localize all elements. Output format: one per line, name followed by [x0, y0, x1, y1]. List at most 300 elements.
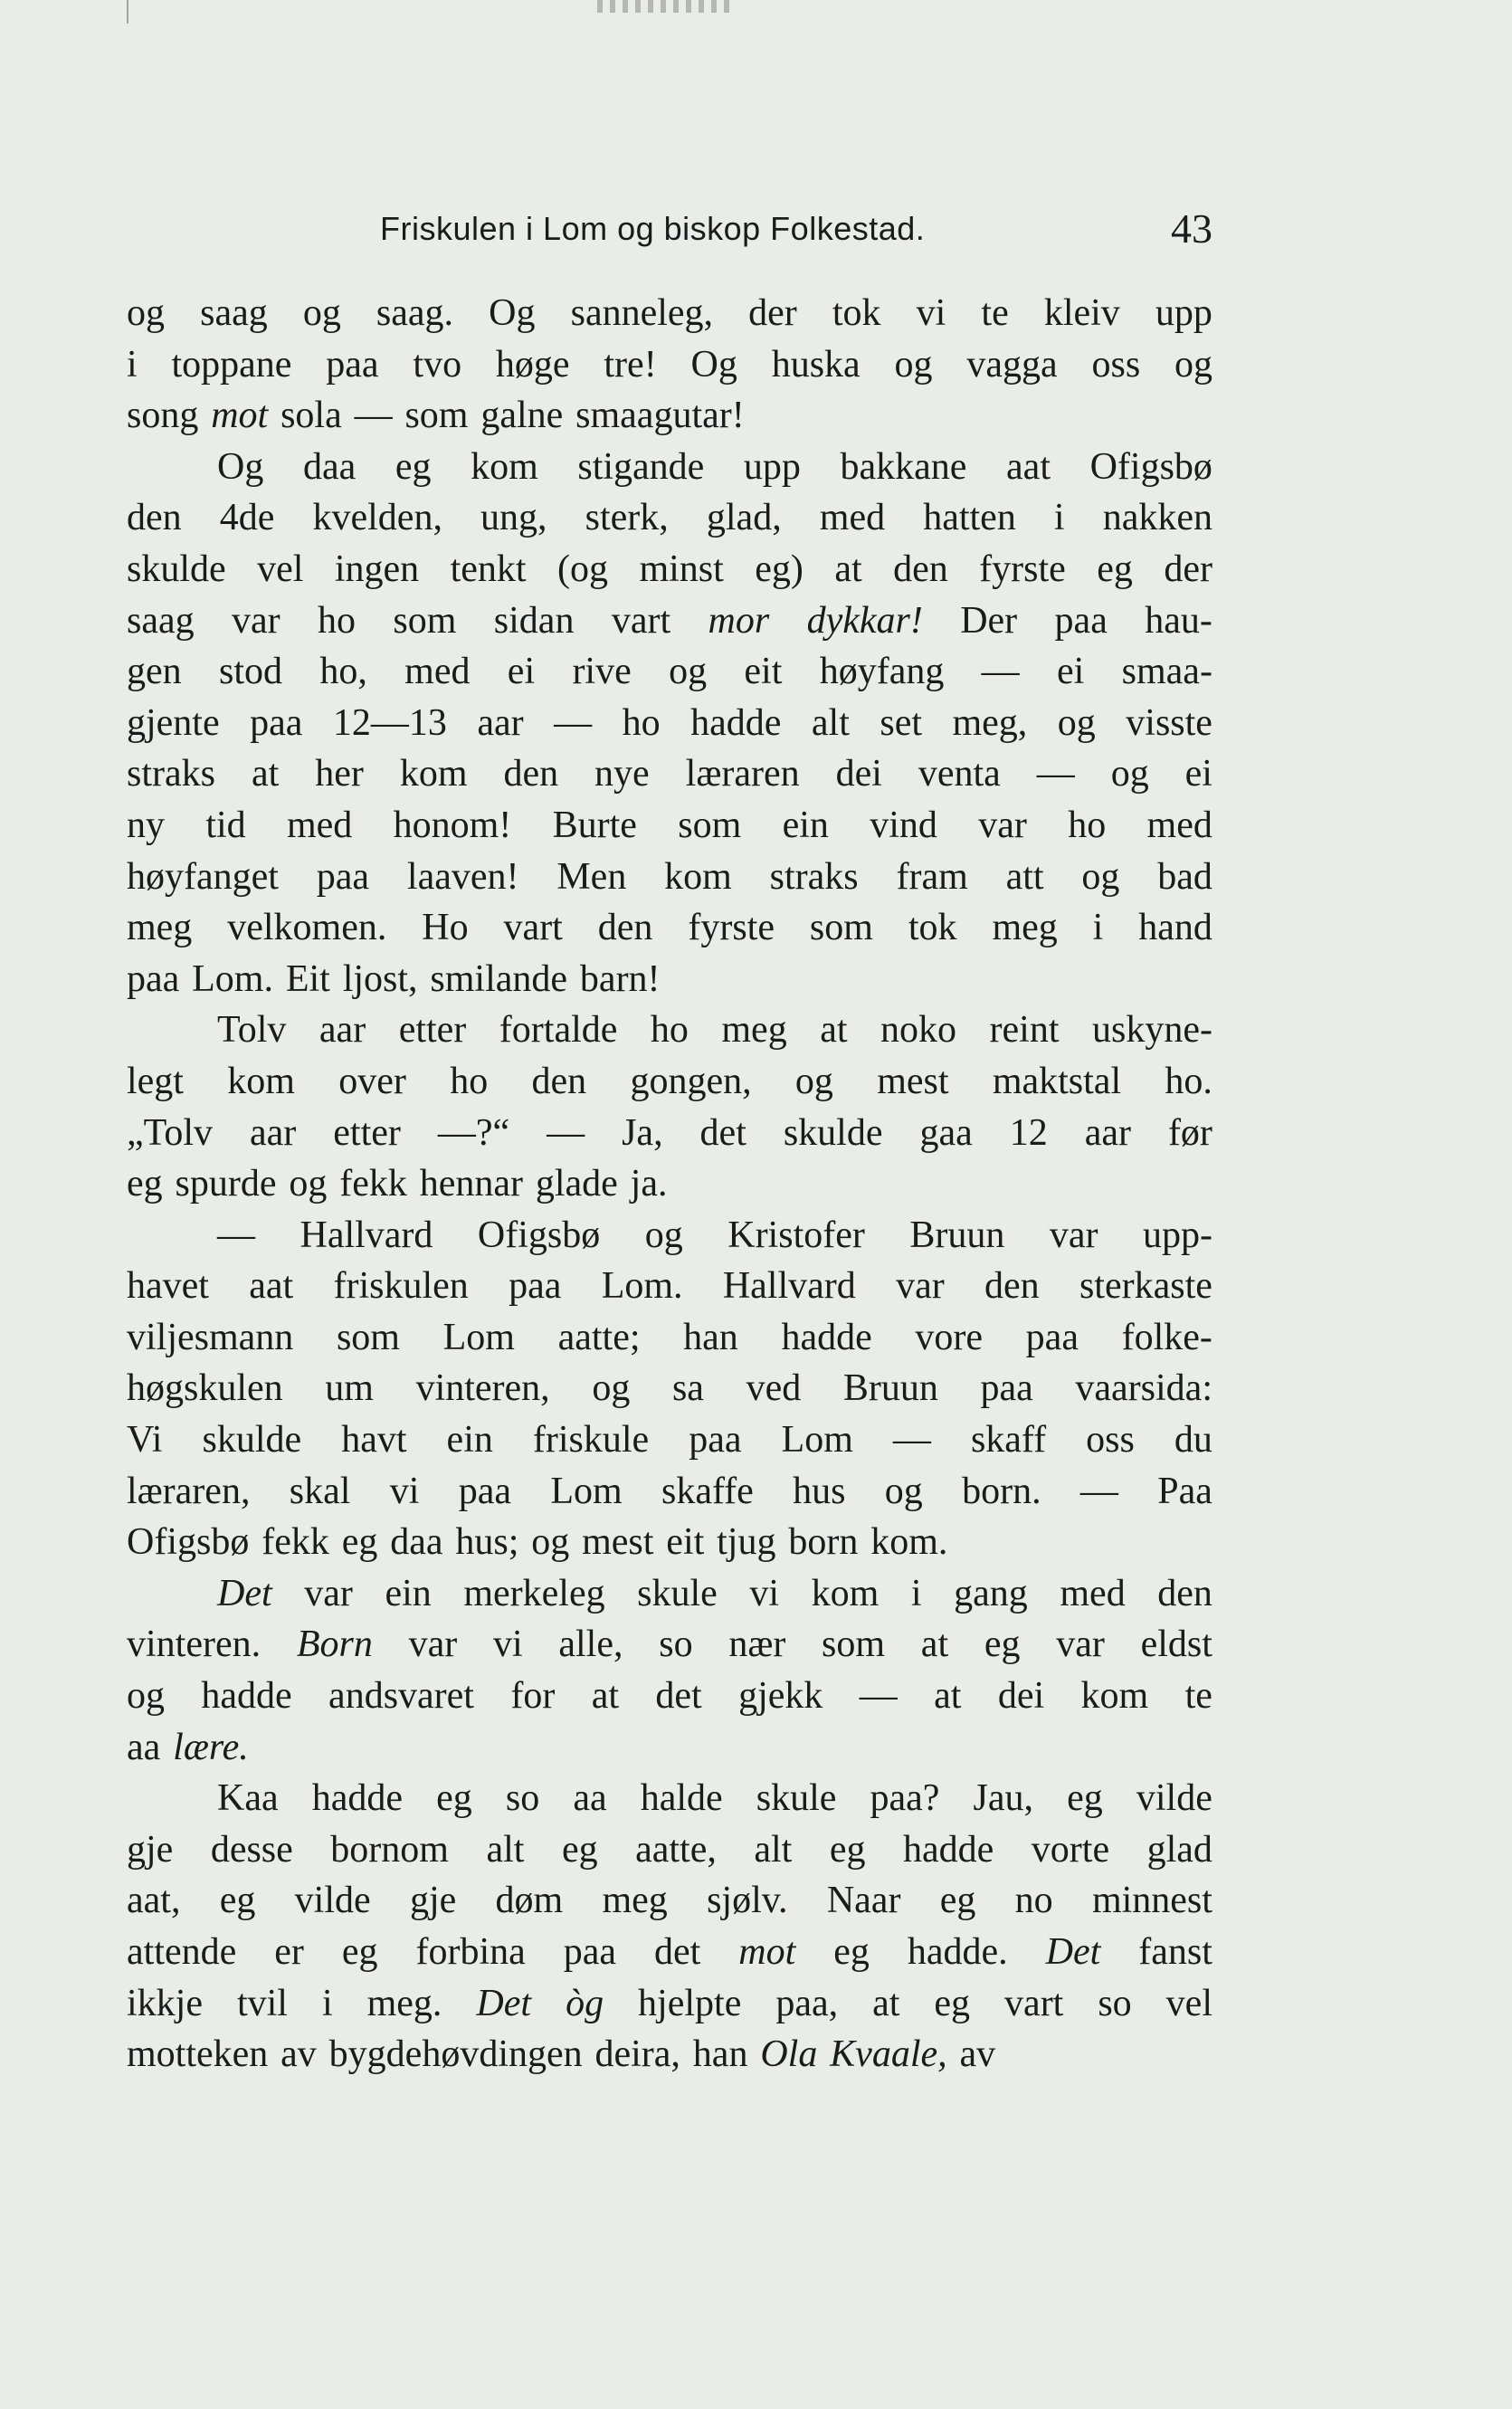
- text-line: [127, 442, 1212, 493]
- word: sjølv.: [707, 1880, 788, 1922]
- word: høgskulen: [127, 1367, 283, 1410]
- word: ei: [1184, 753, 1212, 795]
- word: paa: [980, 1367, 1033, 1410]
- word: hus;: [455, 1521, 519, 1564]
- word: paa: [326, 343, 379, 386]
- word: aat: [1006, 445, 1051, 488]
- word: meg: [992, 907, 1058, 949]
- word: og: [669, 651, 708, 693]
- word: Jau,: [973, 1777, 1034, 1820]
- word: hatten: [923, 497, 1016, 539]
- word: etter: [398, 1009, 467, 1052]
- word: gongen,: [630, 1060, 752, 1102]
- word: og: [127, 292, 165, 334]
- word: kvelden,: [312, 497, 442, 539]
- word: i: [127, 343, 138, 386]
- word: vore: [915, 1316, 984, 1358]
- word: ho,: [319, 651, 367, 693]
- word: òg: [566, 1982, 604, 2024]
- word: —: [217, 1214, 255, 1256]
- word: glad,: [706, 497, 782, 539]
- word: kom: [227, 1060, 295, 1102]
- word: so: [505, 1777, 540, 1820]
- word: skule: [637, 1572, 718, 1614]
- word: læraren,: [127, 1470, 251, 1512]
- word: eg: [219, 1880, 256, 1922]
- word: aar: [319, 1009, 366, 1052]
- word: —: [1079, 1470, 1118, 1512]
- text-line: [127, 800, 1212, 852]
- word: aar: [1084, 1111, 1131, 1154]
- word: var: [978, 804, 1027, 846]
- text-line: [127, 1261, 1212, 1312]
- word: aa: [573, 1777, 607, 1820]
- word: er: [274, 1931, 304, 1973]
- word: læraren: [685, 753, 800, 795]
- word: som: [678, 804, 742, 846]
- word: vart: [503, 907, 563, 949]
- word: tvil: [236, 1982, 288, 2024]
- text-line: [127, 1773, 1212, 1824]
- word: og: [127, 1675, 165, 1718]
- word: ho: [622, 701, 661, 744]
- running-head: [127, 205, 1212, 259]
- word: bad: [1157, 855, 1212, 898]
- word: vel: [257, 548, 304, 590]
- word: høyfang: [819, 651, 945, 693]
- word: havet: [127, 1265, 209, 1308]
- text-line: [127, 1158, 1212, 1210]
- word: vilde: [1136, 1777, 1212, 1820]
- word: Ofigsbø: [127, 1521, 250, 1564]
- word: hadde: [903, 1828, 994, 1871]
- word: var: [232, 599, 281, 642]
- word: paa: [316, 855, 370, 898]
- word: —: [354, 395, 393, 437]
- word: upp: [743, 445, 801, 488]
- word: aar: [477, 701, 524, 744]
- word: alt: [811, 701, 850, 744]
- scan-artifact-top: [597, 0, 733, 13]
- word: fyrste: [688, 907, 775, 949]
- word: av: [959, 2033, 996, 2076]
- text-line: [127, 390, 1212, 442]
- word: og: [884, 1470, 923, 1512]
- word: merkeleg: [463, 1572, 605, 1614]
- word: Det: [217, 1572, 272, 1614]
- word: fram: [896, 855, 968, 898]
- word: som: [822, 1623, 886, 1666]
- paragraph: [127, 442, 1212, 1005]
- word: paa: [250, 701, 303, 744]
- word: med: [1146, 804, 1212, 846]
- word: og: [289, 1163, 328, 1205]
- word: bornom: [330, 1828, 449, 1871]
- word: upp-: [1142, 1214, 1212, 1256]
- word: aat,: [127, 1880, 181, 1922]
- text-line: [127, 1568, 1212, 1620]
- word: nær: [728, 1623, 786, 1666]
- word: eit: [666, 1521, 705, 1564]
- word: smaagutar!: [575, 395, 745, 437]
- word: Burte: [552, 804, 637, 846]
- word: at: [820, 1009, 848, 1052]
- word: og: [894, 343, 933, 386]
- word: vart: [611, 599, 671, 642]
- word: nakken: [1102, 497, 1212, 539]
- word: var: [304, 1572, 353, 1614]
- word: den: [1157, 1572, 1212, 1614]
- word: Kristofer: [727, 1214, 865, 1256]
- text-line: [127, 1517, 1212, 1568]
- word: skal: [289, 1470, 351, 1512]
- word: skaff: [970, 1419, 1047, 1462]
- word: te: [981, 292, 1009, 334]
- word: etter: [333, 1111, 401, 1154]
- word: vi: [749, 1572, 780, 1614]
- word: attende: [127, 1931, 237, 1973]
- text-line: [127, 1466, 1212, 1518]
- word: vi: [916, 292, 946, 334]
- word: med: [1060, 1572, 1126, 1614]
- word: vi: [389, 1470, 420, 1512]
- word: minnest: [1091, 1880, 1212, 1922]
- word: skaffe: [661, 1470, 754, 1512]
- word: —: [554, 701, 593, 744]
- word: eg: [436, 1777, 472, 1820]
- paragraph: [127, 1773, 1212, 2080]
- word: ho: [450, 1060, 489, 1102]
- word: og: [644, 1214, 683, 1256]
- word: ja.: [630, 1163, 668, 1205]
- word: eg: [833, 1931, 870, 1973]
- page-number: 43: [1171, 205, 1212, 252]
- word: med: [404, 651, 471, 693]
- word: Ofigsbø: [477, 1214, 601, 1256]
- word: gang: [954, 1572, 1028, 1614]
- word: var: [1049, 1214, 1098, 1256]
- word: som: [393, 599, 457, 642]
- word: Hallvard: [300, 1214, 433, 1256]
- word: kom: [664, 855, 732, 898]
- text-line: [127, 1824, 1212, 1876]
- word: ho.: [1165, 1060, 1212, 1102]
- word: straks: [127, 753, 215, 795]
- word: gjente: [127, 701, 220, 744]
- word: noko: [880, 1009, 957, 1052]
- word: reint: [989, 1009, 1060, 1052]
- word: vagga: [966, 343, 1058, 386]
- word: i: [1053, 497, 1065, 539]
- word: kleiv: [1043, 292, 1120, 334]
- word: sa: [671, 1367, 704, 1410]
- word: ikkje: [127, 1982, 203, 2024]
- word: den: [503, 753, 559, 795]
- word: dei: [997, 1675, 1045, 1718]
- word: paa: [1025, 1316, 1079, 1358]
- word: lære.: [173, 1726, 249, 1768]
- word: motteken: [127, 2033, 269, 2076]
- word: meg: [602, 1880, 668, 1922]
- text-line: [127, 1619, 1212, 1671]
- word: her: [315, 753, 364, 795]
- word: vel: [1165, 1982, 1212, 2024]
- word: skulde: [127, 548, 226, 590]
- word: friskulen: [333, 1265, 469, 1308]
- word: galne: [480, 395, 564, 437]
- word: kom: [471, 445, 538, 488]
- word: vaarsida:: [1075, 1367, 1212, 1410]
- word: gaa: [919, 1111, 973, 1154]
- word: so: [1098, 1982, 1132, 2024]
- word: Lom.: [601, 1265, 683, 1308]
- word: —: [1036, 753, 1075, 795]
- word: kom: [811, 1572, 880, 1614]
- word: tre!: [604, 343, 657, 386]
- word: born: [788, 1521, 859, 1564]
- word: der: [748, 292, 797, 334]
- text-line: [127, 1927, 1212, 1978]
- text-line: [127, 852, 1212, 903]
- word: minst: [639, 548, 724, 590]
- text-line: [127, 748, 1212, 800]
- word: gen: [127, 651, 182, 693]
- word: ung,: [480, 497, 547, 539]
- word: den: [984, 1265, 1040, 1308]
- word: venta: [918, 753, 1001, 795]
- word: fekk: [262, 1521, 329, 1564]
- word: med: [819, 497, 886, 539]
- word: stigande: [577, 445, 705, 488]
- word: paa: [689, 1419, 742, 1462]
- word: høge: [495, 343, 570, 386]
- word: han: [692, 2033, 748, 2076]
- word: og: [1110, 753, 1149, 795]
- word: og: [592, 1367, 631, 1410]
- word: meg,: [952, 701, 1028, 744]
- word: skule: [756, 1777, 837, 1820]
- word: friskule: [532, 1419, 650, 1462]
- word: Lom.: [192, 957, 273, 1000]
- word: var: [896, 1265, 945, 1308]
- word: var: [1056, 1623, 1105, 1666]
- word: paa?: [870, 1777, 940, 1820]
- word: paa: [127, 957, 180, 1000]
- word: —: [981, 651, 1020, 693]
- text-line: [127, 1722, 1212, 1774]
- word: eg: [341, 1521, 378, 1564]
- word: uskyne-: [1091, 1009, 1212, 1052]
- text-line: [127, 902, 1212, 954]
- word: eg: [561, 1828, 598, 1871]
- word: 12—13: [332, 701, 447, 744]
- word: ho: [1068, 804, 1107, 846]
- word: at: [872, 1982, 900, 2024]
- word: eg: [1067, 1777, 1103, 1820]
- word: deira,: [594, 2033, 680, 2076]
- word: Kvaale,: [830, 2033, 947, 2076]
- word: det: [655, 1675, 702, 1718]
- word: Kaa: [217, 1777, 279, 1820]
- word: Og: [690, 343, 737, 386]
- word: legt: [127, 1060, 184, 1102]
- text-line: [127, 1671, 1212, 1722]
- text-line: [127, 2029, 1212, 2080]
- text-line: [127, 288, 1212, 339]
- word: eg: [341, 1931, 378, 1973]
- word: hand: [1138, 907, 1212, 949]
- word: ved: [746, 1367, 802, 1410]
- word: vind: [870, 804, 937, 846]
- word: oss: [1086, 1419, 1135, 1462]
- word: um: [325, 1367, 374, 1410]
- word: og: [1081, 855, 1120, 898]
- word: rive: [572, 651, 632, 693]
- text-line: [127, 595, 1212, 647]
- word: smilande: [430, 957, 568, 1000]
- word: eg: [127, 1163, 163, 1205]
- word: dei: [835, 753, 882, 795]
- word: dykkar!: [806, 599, 923, 642]
- word: hadde.: [907, 1931, 1008, 1973]
- word: straks: [769, 855, 859, 898]
- word: daa: [390, 1521, 443, 1564]
- word: skulde: [202, 1419, 302, 1462]
- word: eg: [395, 445, 432, 488]
- text-line: [127, 492, 1212, 544]
- text-line: [127, 1875, 1212, 1927]
- word: (og: [557, 548, 609, 590]
- text-line: [127, 698, 1212, 749]
- word: vinteren,: [415, 1367, 550, 1410]
- word: saag.: [376, 292, 454, 334]
- word: set: [880, 701, 923, 744]
- word: Ho: [422, 907, 469, 949]
- word: det: [654, 1931, 701, 1973]
- word: fortalde: [499, 1009, 618, 1052]
- word: forbina: [415, 1931, 526, 1973]
- word: hadde: [781, 1316, 872, 1358]
- word: tjug: [717, 1521, 776, 1564]
- word: og: [1057, 701, 1096, 744]
- text-line: [127, 1363, 1212, 1414]
- word: døm: [495, 1880, 564, 1922]
- word: sola: [281, 395, 342, 437]
- word: Ola: [760, 2033, 818, 2076]
- word: Paa: [1157, 1470, 1212, 1512]
- word: han: [683, 1316, 738, 1358]
- word: oss: [1091, 343, 1141, 386]
- word: og: [794, 1060, 833, 1102]
- word: saag: [200, 292, 268, 334]
- word: kom: [1080, 1675, 1149, 1718]
- word: som: [404, 395, 469, 437]
- text-line: [127, 1005, 1212, 1056]
- word: aat: [249, 1265, 294, 1308]
- word: at: [934, 1675, 962, 1718]
- word: Lom: [550, 1470, 623, 1512]
- word: høyfanget: [127, 855, 279, 898]
- paragraph: [127, 1210, 1212, 1568]
- word: viljesmann: [127, 1316, 294, 1358]
- word: havt: [341, 1419, 407, 1462]
- word: sidan: [493, 599, 575, 642]
- word: det: [699, 1111, 746, 1154]
- word: barn!: [579, 957, 661, 1000]
- word: hadde: [690, 701, 782, 744]
- word: song: [127, 395, 199, 437]
- word: te: [1184, 1675, 1212, 1718]
- body-text: [127, 288, 1212, 2080]
- word: hadde: [201, 1675, 292, 1718]
- word: i: [910, 1572, 922, 1614]
- text-line: [127, 1312, 1212, 1364]
- word: vi: [492, 1623, 523, 1666]
- word: Born: [296, 1623, 373, 1666]
- word: mor: [708, 599, 770, 642]
- word: Bruun: [909, 1214, 1005, 1256]
- word: at: [591, 1675, 620, 1718]
- word: av: [281, 2033, 317, 2076]
- word: ein: [446, 1419, 493, 1462]
- word: ein: [385, 1572, 432, 1614]
- word: Eit: [285, 957, 330, 1000]
- word: Ja,: [622, 1111, 663, 1154]
- word: aatte,: [635, 1828, 717, 1871]
- word: i: [1092, 907, 1104, 949]
- word: gje: [127, 1828, 174, 1871]
- text-line: [127, 1108, 1212, 1159]
- word: Ofigsbø: [1089, 445, 1212, 488]
- word: aa: [127, 1726, 161, 1768]
- word: den: [531, 1060, 587, 1102]
- word: Bruun: [842, 1367, 938, 1410]
- word: alt: [486, 1828, 525, 1871]
- scan-artifact-left: [127, 0, 128, 24]
- word: tid: [205, 804, 246, 846]
- word: fyrste: [979, 548, 1066, 590]
- word: i: [321, 1982, 333, 2024]
- word: Der: [960, 599, 1018, 642]
- word: toppane: [171, 343, 292, 386]
- word: Vi: [127, 1419, 163, 1462]
- word: ei: [1057, 651, 1085, 693]
- word: fekk: [339, 1163, 407, 1205]
- word: halde: [640, 1777, 723, 1820]
- word: som: [336, 1316, 400, 1358]
- word: honom!: [393, 804, 512, 846]
- running-title: Friskulen i Lom og biskop Folkestad.: [380, 210, 926, 247]
- word: Hallvard: [722, 1265, 856, 1308]
- word: hus: [793, 1470, 846, 1512]
- paragraph: [127, 288, 1212, 442]
- word: mot: [738, 1931, 796, 1973]
- text-line: [127, 954, 1212, 1005]
- word: den: [893, 548, 948, 590]
- word: at: [251, 753, 280, 795]
- word: meg.: [366, 1982, 442, 2024]
- word: skulde: [783, 1111, 883, 1154]
- word: bygdehøvdingen: [328, 2033, 583, 2076]
- word: fanst: [1138, 1931, 1212, 1973]
- word: gje: [409, 1880, 457, 1922]
- word: der: [1164, 548, 1212, 590]
- word: mot: [211, 395, 269, 437]
- word: 4de: [219, 497, 275, 539]
- paragraph: [127, 1005, 1212, 1209]
- word: no: [1014, 1880, 1053, 1922]
- word: born.: [962, 1470, 1041, 1512]
